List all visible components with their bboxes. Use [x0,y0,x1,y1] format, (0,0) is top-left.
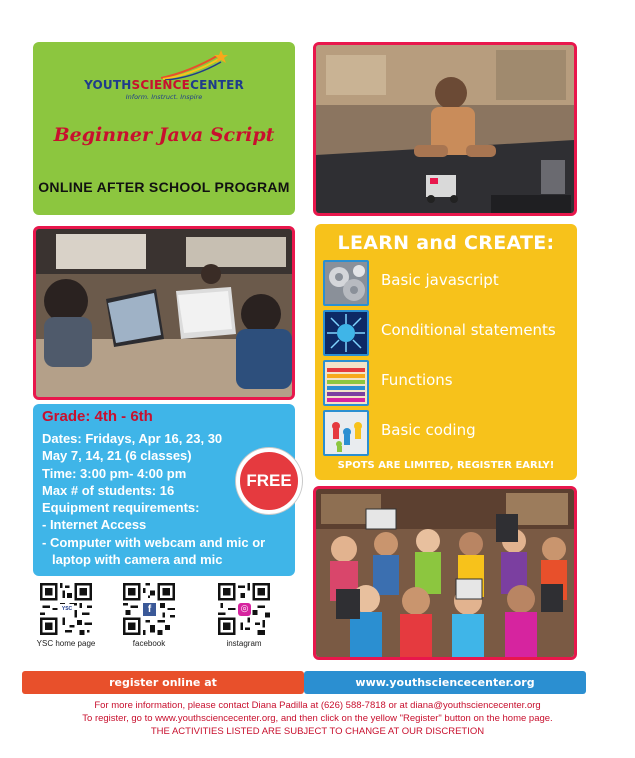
program-subtitle: ONLINE AFTER SCHOOL PROGRAM [38,179,290,195]
topic-item [323,260,573,306]
students-laptops-photo [33,226,295,400]
detail-line: Time: 3:00 pm- 4:00 pm [42,465,187,481]
contact-info: For more information, please contact Diana Padilla at (626) 588-7818 or at diana@youthsciencecenter.org [94,700,541,711]
instagram-icon: ◎ [238,603,251,616]
learn-title: LEARN and CREATE: [337,232,555,254]
qr-code-instagram[interactable] [218,583,284,648]
topic-item [323,410,573,456]
qr-caption: instagram [226,639,262,648]
register-instructions: To register, go to www.youthsciencecenter.org, and then click on the yellow "Register" button on the home page. [82,713,553,724]
pencils-icon [323,360,369,406]
detail-list [42,430,265,568]
detail-line: May 7, 14, 21 (6 classes) [42,448,192,464]
gears-icon [323,260,369,306]
facebook-icon: f [143,603,156,616]
topic-label: Conditional statements [381,321,556,339]
free-badge: FREE [236,448,302,514]
qr-code-facebook[interactable] [123,583,189,648]
topic-label: Basic coding [381,421,476,439]
circuit-icon [323,310,369,356]
game-pieces-icon [323,410,369,456]
qr-caption: facebook [132,639,166,648]
topic-item [323,360,573,406]
qr-code-ysc[interactable] [36,583,106,648]
spots-limited-notice: SPOTS ARE LIMITED, REGISTER EARLY! [337,460,555,471]
title-card [33,42,295,215]
shooting-star-icon [159,48,229,80]
course-title: Beginner Java Script [53,124,275,146]
detail-line: Dates: Fridays, Apr 16, 23, 30 [42,431,223,446]
detail-line: laptop with camera and mic [52,552,223,568]
ysc-logo-icon: YSC [60,604,74,615]
grade-range: Grade: 4th - 6th [42,408,153,425]
disclaimer: THE ACTIVITIES LISTED ARE SUBJECT TO CHANGE AT OUR DISCRETION [150,726,485,737]
robot-photo [313,42,577,216]
detail-line: - Internet Access [42,517,147,533]
detail-line: Max # of students: 16 [42,482,175,498]
website-link[interactable]: www.youthsciencecenter.org [304,671,586,694]
detail-line: - Computer with webcam and mic or [42,534,266,550]
qr-caption: YSC home page [36,639,96,648]
footer-info [0,699,635,738]
detail-line: Equipment requirements: [42,500,200,516]
topic-label: Basic javascript [381,271,499,289]
learn-create-card [315,224,577,480]
group-photo [313,486,577,660]
logo-tagline: Inform. Instruct. Inspire [125,93,203,101]
topic-item [323,310,573,356]
register-online-label: register online at [22,671,304,694]
ysc-logo: YOUTHSCIENCECENTER Inform. Instruct. Inspire [33,78,295,101]
topic-label: Functions [381,371,453,389]
